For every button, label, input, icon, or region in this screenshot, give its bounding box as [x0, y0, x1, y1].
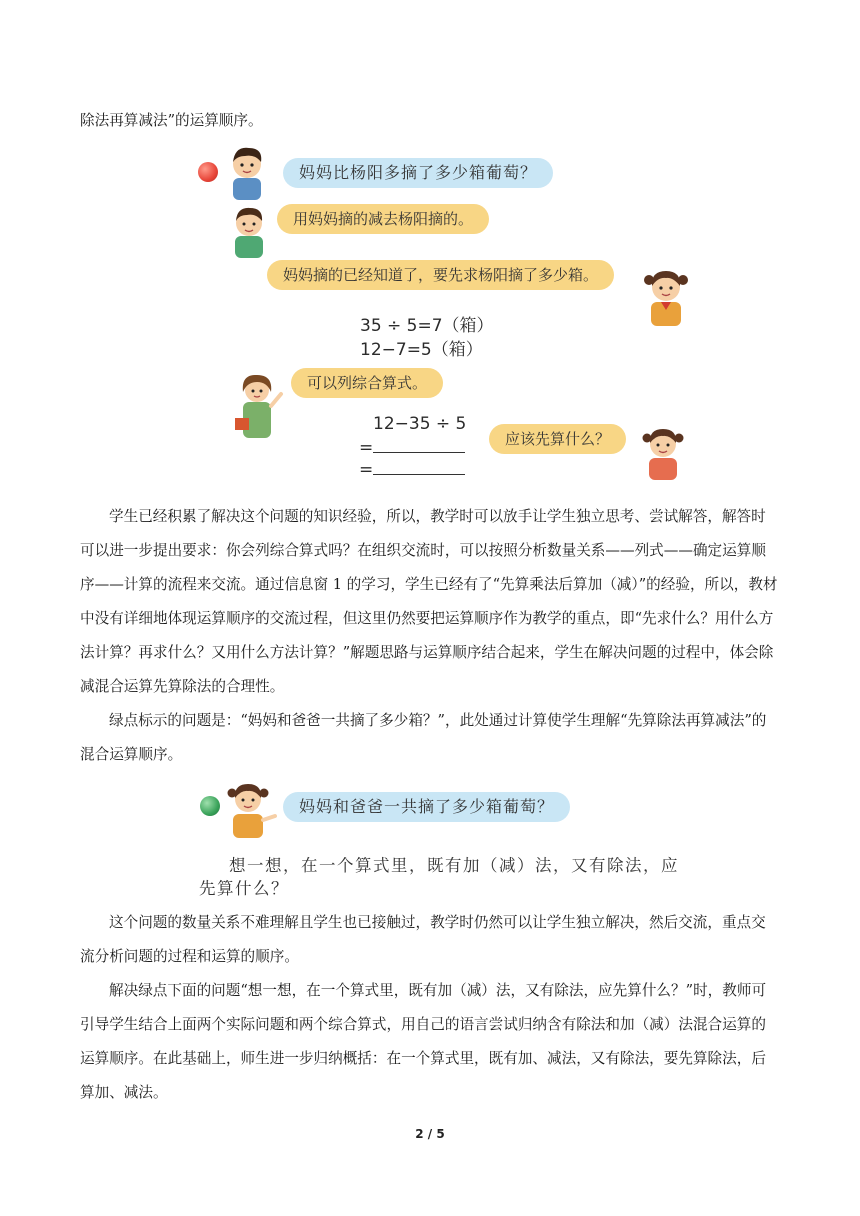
- girl-character-icon: [221, 776, 277, 838]
- teacher-speech-bubble: 可以列综合算式。: [291, 368, 443, 398]
- page-number: 2 / 5: [415, 1127, 445, 1141]
- blank-line-2: [359, 458, 465, 482]
- girl-character-icon: [637, 422, 689, 480]
- boy-character-icon: [225, 142, 269, 200]
- paragraph-1: 学生已经积累了解决这个问题的知识经验，所以，教学时可以放手让学生独立思考、尝试解答，解答时可以进一步提出要求：你会列综合算式吗？在组织交流时，可以按照分析数量关系——列式——确定运算顺序——计算的流程来交流。通过信息窗 1 的学习，学生已经有了“先算乘法后算加（减）”的经验，所以，教材中没有详细地体现运算顺序的交流过程，但这里仍然要把运算顺序作为教学的重点，即“先求什么？用什么方法计算？再求什么？又用什么方法计算？”解题思路与运算顺序结合起来，学生在解决问题的过程中，体会除减混合运算先算除法的合理性。: [80, 508, 778, 695]
- red-dot-icon: [198, 162, 218, 182]
- question-bubble-1: 妈妈比杨阳多摘了多少箱葡萄？: [283, 158, 553, 188]
- girl-question-bubble: 应该先算什么？: [489, 424, 626, 454]
- answer-blank: [373, 459, 465, 475]
- answer-blank: [373, 437, 465, 453]
- combined-expression: 12−35 ÷ 5: [373, 414, 467, 434]
- textbook-figure-2: [195, 776, 705, 898]
- green-dot-icon: [200, 796, 220, 816]
- calc-line-2: 12−7=5（箱）: [360, 340, 483, 360]
- textbook-figure-1: [195, 140, 705, 480]
- girl-character-icon: [637, 262, 695, 326]
- boy-character-icon: [227, 202, 271, 258]
- paragraph-3: 这个问题的数量关系不难理解且学生也已接触过，教学时仍然可以让学生独立解决，然后交流，重点交流分析问题的过程和运算的顺序。: [80, 914, 766, 965]
- calc-line-1: 35 ÷ 5=7（箱）: [360, 316, 494, 336]
- teacher-character-icon: [229, 368, 289, 438]
- question-bubble-2: 妈妈和爸爸一共摘了多少箱葡萄？: [283, 792, 570, 822]
- girl-speech-bubble: 妈妈摘的已经知道了，要先求杨阳摘了多少箱。: [267, 260, 614, 290]
- equals-sign: =: [359, 438, 374, 458]
- blank-line-1: [359, 436, 465, 460]
- think-line-1: 想一想，在一个算式里，既有加（减）法，又有除法，应: [229, 856, 679, 875]
- paragraph-2: 绿点标示的问题是：“妈妈和爸爸一共摘了多少箱？”，此处通过计算使学生理解“先算除法再算减法”的混合运算顺序。: [80, 712, 767, 763]
- paragraph-4: 解决绿点下面的问题“想一想，在一个算式里，既有加（减）法，又有除法，应先算什么？”时，教师可引导学生结合上面两个实际问题和两个综合算式，用自己的语言尝试归纳含有除法和加（减）法混合运算的运算顺序。在此基础上，师生进一步归纳概括：在一个算式里，既有加、减法，又有除法，要先算除法，后算加、减法。: [80, 982, 767, 1101]
- top-line: 除法再算减法”的运算顺序。: [80, 112, 263, 129]
- boy-speech-bubble: 用妈妈摘的减去杨阳摘的。: [277, 204, 489, 234]
- think-line-2: 先算什么？: [199, 879, 289, 898]
- equals-sign: =: [359, 460, 374, 480]
